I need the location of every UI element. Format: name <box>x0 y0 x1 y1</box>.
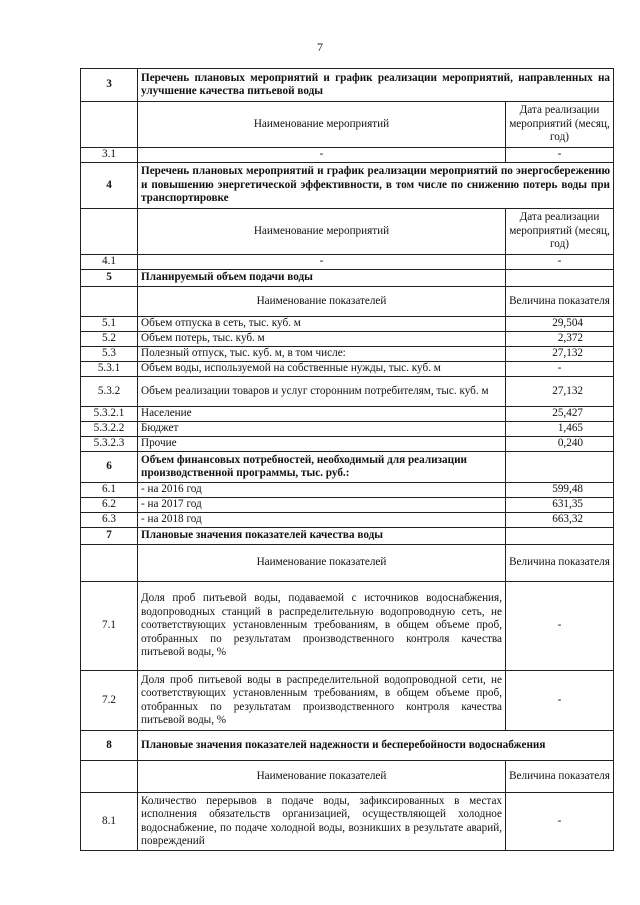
row-value: 27,132 <box>506 347 614 362</box>
row-number: 5.3.2.2 <box>81 422 138 437</box>
section-number: 6 <box>81 452 138 483</box>
row-name: - на 2016 год <box>138 483 506 498</box>
table-row <box>81 362 614 377</box>
section-5-header <box>81 270 614 287</box>
row-value: - <box>506 582 614 671</box>
table-row <box>81 377 614 407</box>
row-name: Объем реализации товаров и услуг сторонним потребителям, тыс. куб. м <box>138 377 506 407</box>
program-table <box>80 68 614 851</box>
table-row <box>81 498 614 513</box>
row-name: Прочие <box>138 437 506 452</box>
column-header-row <box>81 287 614 317</box>
column-header-date: Дата реализации мероприятий (месяц, год) <box>506 102 614 148</box>
column-header-name: Наименование мероприятий <box>138 102 506 148</box>
table-row <box>81 332 614 347</box>
table-row <box>81 793 614 851</box>
section-title: Перечень плановых мероприятий и график реализации мероприятий, направленных на улучшение качества питьевой воды <box>138 69 614 102</box>
column-header-row <box>81 209 614 255</box>
row-number: 7.1 <box>81 582 138 671</box>
row-number: 6.2 <box>81 498 138 513</box>
section-title: Перечень плановых мероприятий и график реализации мероприятий по энергосбережению и повышению энергетической эффективности, в том числе по снижению потерь воды при транспортировке <box>138 163 614 209</box>
row-value: 599,48 <box>506 483 614 498</box>
row-number: 3.1 <box>81 148 138 163</box>
row-value: 25,427 <box>506 407 614 422</box>
row-number: 4.1 <box>81 255 138 270</box>
section-4-header <box>81 163 614 209</box>
column-header-value: Величина показателя <box>506 761 614 793</box>
table-row <box>81 422 614 437</box>
table-row <box>81 582 614 671</box>
row-value: 27,132 <box>506 377 614 407</box>
row-name: Население <box>138 407 506 422</box>
section-number: 7 <box>81 528 138 545</box>
table-row <box>81 407 614 422</box>
section-7-header <box>81 528 614 545</box>
column-header-name: Наименование показателей <box>138 287 506 317</box>
column-header-name: Наименование мероприятий <box>138 209 506 255</box>
table-row <box>81 483 614 498</box>
row-value: 1,465 <box>506 422 614 437</box>
row-value: - <box>506 362 614 377</box>
row-name: Количество перерывов в подаче воды, зафиксированных в местах исполнения обязательств организацией, осуществляющей холодное водоснабжение, по подаче холодной воды, возникших в результате аварий, повреждений <box>138 793 506 851</box>
row-name: Объем воды, используемой на собственные нужды, тыс. куб. м <box>138 362 506 377</box>
page-number: 7 <box>317 40 323 54</box>
section-number: 5 <box>81 270 138 287</box>
row-number: 5.2 <box>81 332 138 347</box>
row-number: 6.1 <box>81 483 138 498</box>
section-title: Планируемый объем подачи воды <box>138 270 506 287</box>
table-row <box>81 513 614 528</box>
row-name: - <box>138 255 506 270</box>
section-title: Плановые значения показателей качества воды <box>138 528 506 545</box>
row-number: 5.3 <box>81 347 138 362</box>
section-8-header <box>81 731 614 761</box>
row-name: Полезный отпуск, тыс. куб. м, в том числе: <box>138 347 506 362</box>
row-value: - <box>506 671 614 731</box>
row-name: - на 2017 год <box>138 498 506 513</box>
table-row <box>81 671 614 731</box>
table-row <box>81 317 614 332</box>
row-number: 5.3.2 <box>81 377 138 407</box>
row-value: - <box>506 148 614 163</box>
section-number: 4 <box>81 163 138 209</box>
row-name: - на 2018 год <box>138 513 506 528</box>
column-header-row <box>81 545 614 582</box>
table-row <box>81 148 614 163</box>
row-name: Бюджет <box>138 422 506 437</box>
column-header-name: Наименование показателей <box>138 761 506 793</box>
row-number: 5.3.2.3 <box>81 437 138 452</box>
row-number: 7.2 <box>81 671 138 731</box>
row-value: - <box>506 255 614 270</box>
row-name: - <box>138 148 506 163</box>
section-number: 8 <box>81 731 138 761</box>
row-number: 5.3.2.1 <box>81 407 138 422</box>
row-value: - <box>506 793 614 851</box>
column-header-value: Величина показателя <box>506 287 614 317</box>
row-number: 6.3 <box>81 513 138 528</box>
section-title: Объем финансовых потребностей, необходимый для реализации производственной программы, тыс. руб.: <box>138 452 506 483</box>
section-title: Плановые значения показателей надежности и бесперебойности водоснабжения <box>138 731 614 761</box>
row-number: 8.1 <box>81 793 138 851</box>
section-6-header <box>81 452 614 483</box>
row-name: Доля проб питьевой воды в распределительной водопроводной сети, не соответствующих установленным требованиям, в общем объеме проб, отобранных по результатам производственного контроля качества питьевой воды, % <box>138 671 506 731</box>
row-value: 663,32 <box>506 513 614 528</box>
column-header-row <box>81 102 614 148</box>
row-name: Объем потерь, тыс. куб. м <box>138 332 506 347</box>
row-number: 5.3.1 <box>81 362 138 377</box>
row-value: 2,372 <box>506 332 614 347</box>
row-value: 0,240 <box>506 437 614 452</box>
row-number: 5.1 <box>81 317 138 332</box>
row-name: Доля проб питьевой воды, подаваемой с источников водоснабжения, водопроводных станций в распределительную водопроводную сеть, не соответствующих установленным требованиям, в общем объеме проб, отобранных по результатам производственного контроля качества питьевой воды, % <box>138 582 506 671</box>
table-row <box>81 255 614 270</box>
column-header-date: Дата реализации мероприятий (месяц, год) <box>506 209 614 255</box>
row-value: 29,504 <box>506 317 614 332</box>
table-row <box>81 437 614 452</box>
table-row <box>81 347 614 362</box>
row-name: Объем отпуска в сеть, тыс. куб. м <box>138 317 506 332</box>
column-header-name: Наименование показателей <box>138 545 506 582</box>
row-value: 631,35 <box>506 498 614 513</box>
column-header-value: Величина показателя <box>506 545 614 582</box>
section-number: 3 <box>81 69 138 102</box>
section-3-header <box>81 69 614 102</box>
column-header-row <box>81 761 614 793</box>
